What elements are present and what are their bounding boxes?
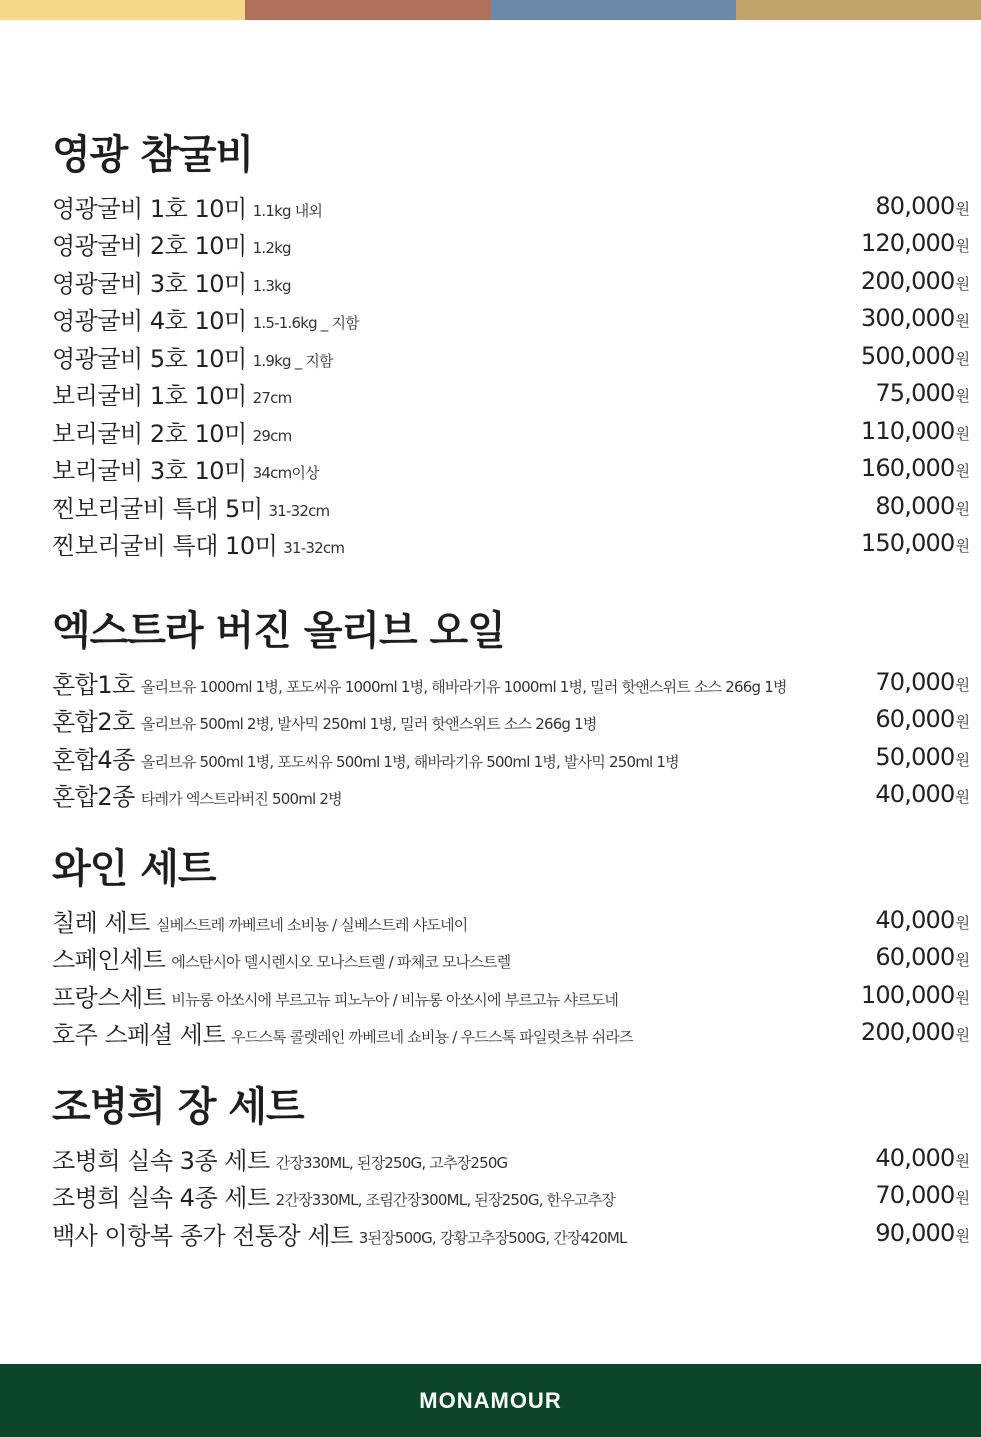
item-price <box>875 378 970 411</box>
menu-item <box>52 775 970 813</box>
item-price <box>875 191 970 224</box>
item-desc: 1.5-1.6kg _ 지함 <box>252 314 359 332</box>
item-name: 보리굴비 2호 10미 <box>52 419 247 448</box>
price-value: 160,000 <box>860 454 955 482</box>
item-name: 영광굴비 2호 10미 <box>52 232 247 260</box>
item-desc: 2간장330ML, 조림간장300ML, 된장250G, 한우고추장 <box>275 1191 616 1209</box>
item-price <box>861 341 970 374</box>
price-value: 60,000 <box>875 943 955 971</box>
item-name: 스페인세트 <box>52 946 166 974</box>
item-price <box>875 742 970 775</box>
price-value: 80,000 <box>875 191 955 220</box>
item-name: 영광굴비 5호 10미 <box>52 344 247 373</box>
item-price <box>875 1143 970 1176</box>
price-unit: 원 <box>955 750 970 769</box>
item-desc: 올리브유 1000ml 1병, 포도씨유 1000ml 1병, 해바라기유 1000ml 1병, 밀러 핫앤스위트 소스 266g 1병 <box>140 677 787 696</box>
item-name: 혼합2호 <box>52 708 135 736</box>
item-name: 혼합2종 <box>52 783 135 811</box>
menu-item <box>52 1213 970 1251</box>
price-unit: 원 <box>955 537 970 555</box>
band-yellow <box>0 0 245 20</box>
menu-item <box>52 700 970 738</box>
item-desc: 31-32cm <box>283 539 345 557</box>
item-desc: 비뉴롱 아쏘시에 부르고뉴 피노누아 / 비뉴롱 아쏘시에 부르고뉴 샤르도네 <box>171 990 619 1009</box>
section-title: 영광 참굴비 <box>52 132 254 178</box>
section-jang <box>52 1080 970 1251</box>
band-brown <box>245 0 490 20</box>
item-price <box>861 453 970 486</box>
menu-item <box>52 336 970 374</box>
price-value: 80,000 <box>875 491 955 520</box>
item-desc: 올리브유 500ml 1병, 포도씨유 500ml 1병, 해바라기유 500ml 1병, 발사믹 250ml 1병 <box>140 752 679 771</box>
item-desc: 3된장500G, 강황고추장500G, 간장420ML <box>358 1228 627 1247</box>
item-desc: 올리브유 500ml 2병, 발사믹 250ml 1병, 밀러 핫앤스위트 소스 266g 1병 <box>140 715 597 733</box>
menu-item <box>52 261 970 299</box>
item-desc: 1.3kg <box>252 276 291 295</box>
item-desc: 31-32cm <box>268 501 330 520</box>
item-price <box>861 303 970 336</box>
item-name: 조병희 실속 3종 세트 <box>52 1146 270 1175</box>
price-value: 100,000 <box>860 980 955 1009</box>
price-value: 70,000 <box>875 1181 955 1209</box>
price-unit: 원 <box>955 424 970 443</box>
item-desc: 간장330ML, 된장250G, 고추장250G <box>275 1153 508 1172</box>
price-unit: 원 <box>955 349 970 368</box>
menu-item <box>52 186 970 224</box>
section-wine <box>52 842 970 1050</box>
item-name: 칠레 세트 <box>52 908 150 937</box>
menu-item <box>52 1138 970 1176</box>
item-price <box>875 1218 970 1251</box>
item-desc: 29cm <box>252 426 292 445</box>
price-unit: 원 <box>955 1189 970 1207</box>
item-desc: 27cm <box>252 389 292 407</box>
item-price <box>861 528 970 561</box>
price-unit: 원 <box>955 199 970 218</box>
price-unit: 원 <box>955 951 970 969</box>
menu-item <box>52 411 970 449</box>
item-price <box>861 416 970 449</box>
price-value: 200,000 <box>860 266 955 295</box>
item-name: 보리굴비 1호 10미 <box>52 382 247 410</box>
menu-item <box>52 662 970 700</box>
price-value: 500,000 <box>860 341 955 370</box>
price-unit: 원 <box>955 913 970 932</box>
price-value: 40,000 <box>875 1143 955 1172</box>
band-tan <box>736 0 981 20</box>
item-desc: 우드스톡 콜렛레인 까베르네 쇼비뇽 / 우드스톡 파일럿츠뷰 쉬라즈 <box>231 1028 633 1046</box>
menu-item <box>52 486 970 524</box>
item-name: 혼합1호 <box>52 670 135 699</box>
menu-item <box>52 524 970 562</box>
section-title: 와인 세트 <box>52 846 216 892</box>
price-value: 70,000 <box>875 667 955 696</box>
section-gulbi <box>52 128 970 561</box>
footer <box>0 1364 981 1437</box>
price-unit: 원 <box>955 675 970 694</box>
menu-item <box>52 449 970 487</box>
price-unit: 원 <box>955 1151 970 1170</box>
item-price <box>861 228 970 261</box>
price-value: 150,000 <box>860 529 955 557</box>
price-value: 40,000 <box>875 905 955 934</box>
item-desc: 34cm이상 <box>252 464 319 482</box>
item-price <box>875 704 970 737</box>
menu-item <box>52 299 970 337</box>
price-unit: 원 <box>955 713 970 731</box>
item-name: 영광굴비 1호 10미 <box>52 194 247 223</box>
price-unit: 원 <box>955 462 970 480</box>
price-unit: 원 <box>955 1026 970 1044</box>
item-price <box>875 1180 970 1213</box>
price-unit: 원 <box>955 788 970 806</box>
item-desc: 1.1kg 내외 <box>252 201 323 220</box>
section-olive-oil <box>52 604 970 812</box>
menu-item <box>52 938 970 976</box>
item-price <box>861 266 970 299</box>
price-unit: 원 <box>955 1226 970 1245</box>
menu-item <box>52 1013 970 1051</box>
item-price <box>861 1017 970 1050</box>
item-name: 호주 스페셜 세트 <box>52 1021 226 1049</box>
price-unit: 원 <box>955 387 970 405</box>
band-blue <box>491 0 736 20</box>
item-desc: 1.9kg _ 지함 <box>252 351 333 370</box>
item-name: 백사 이항복 종가 전통장 세트 <box>52 1221 353 1250</box>
price-value: 110,000 <box>860 416 955 445</box>
price-unit: 원 <box>955 274 970 293</box>
price-value: 120,000 <box>860 229 955 257</box>
price-value: 200,000 <box>860 1018 955 1046</box>
menu-item <box>52 737 970 775</box>
footer-brand: MONAMOUR <box>419 1387 562 1413</box>
top-color-band <box>0 0 981 20</box>
item-name: 보리굴비 3호 10미 <box>52 457 247 485</box>
price-value: 60,000 <box>875 705 955 733</box>
item-price <box>875 942 970 975</box>
item-name: 영광굴비 4호 10미 <box>52 307 247 335</box>
price-value: 75,000 <box>875 379 955 407</box>
item-desc: 에스탄시아 델시렌시오 모나스트렐 / 파체코 모나스트렐 <box>171 953 511 971</box>
price-unit: 원 <box>955 312 970 330</box>
menu-item <box>52 374 970 412</box>
item-price <box>861 980 970 1013</box>
item-name: 찐보리굴비 특대 5미 <box>52 494 263 523</box>
menu-item <box>52 224 970 262</box>
price-value: 50,000 <box>875 742 955 771</box>
item-price <box>875 491 970 524</box>
price-unit: 원 <box>955 499 970 518</box>
item-price <box>875 905 970 938</box>
item-desc: 1.2kg <box>252 239 291 257</box>
menu-item <box>52 900 970 938</box>
price-unit: 원 <box>955 237 970 255</box>
item-name: 프랑스세트 <box>52 983 166 1012</box>
item-name: 혼합4종 <box>52 745 135 774</box>
menu-item <box>52 975 970 1013</box>
item-name: 영광굴비 3호 10미 <box>52 269 247 298</box>
price-value: 40,000 <box>875 780 955 808</box>
item-price <box>875 667 970 700</box>
item-price <box>875 779 970 812</box>
price-value: 90,000 <box>875 1218 955 1247</box>
item-name: 조병희 실속 4종 세트 <box>52 1184 270 1212</box>
price-unit: 원 <box>955 988 970 1007</box>
item-desc: 타레가 엑스트라버진 500ml 2병 <box>140 790 342 808</box>
section-title: 조병희 장 세트 <box>52 1084 304 1130</box>
item-desc: 실베스트레 까베르네 소비뇽 / 실베스트레 샤도네이 <box>155 915 468 934</box>
price-value: 300,000 <box>860 304 955 332</box>
section-title: 엑스트라 버진 올리브 오일 <box>52 608 505 654</box>
menu-item <box>52 1176 970 1214</box>
item-name: 찐보리굴비 특대 10미 <box>52 532 278 560</box>
